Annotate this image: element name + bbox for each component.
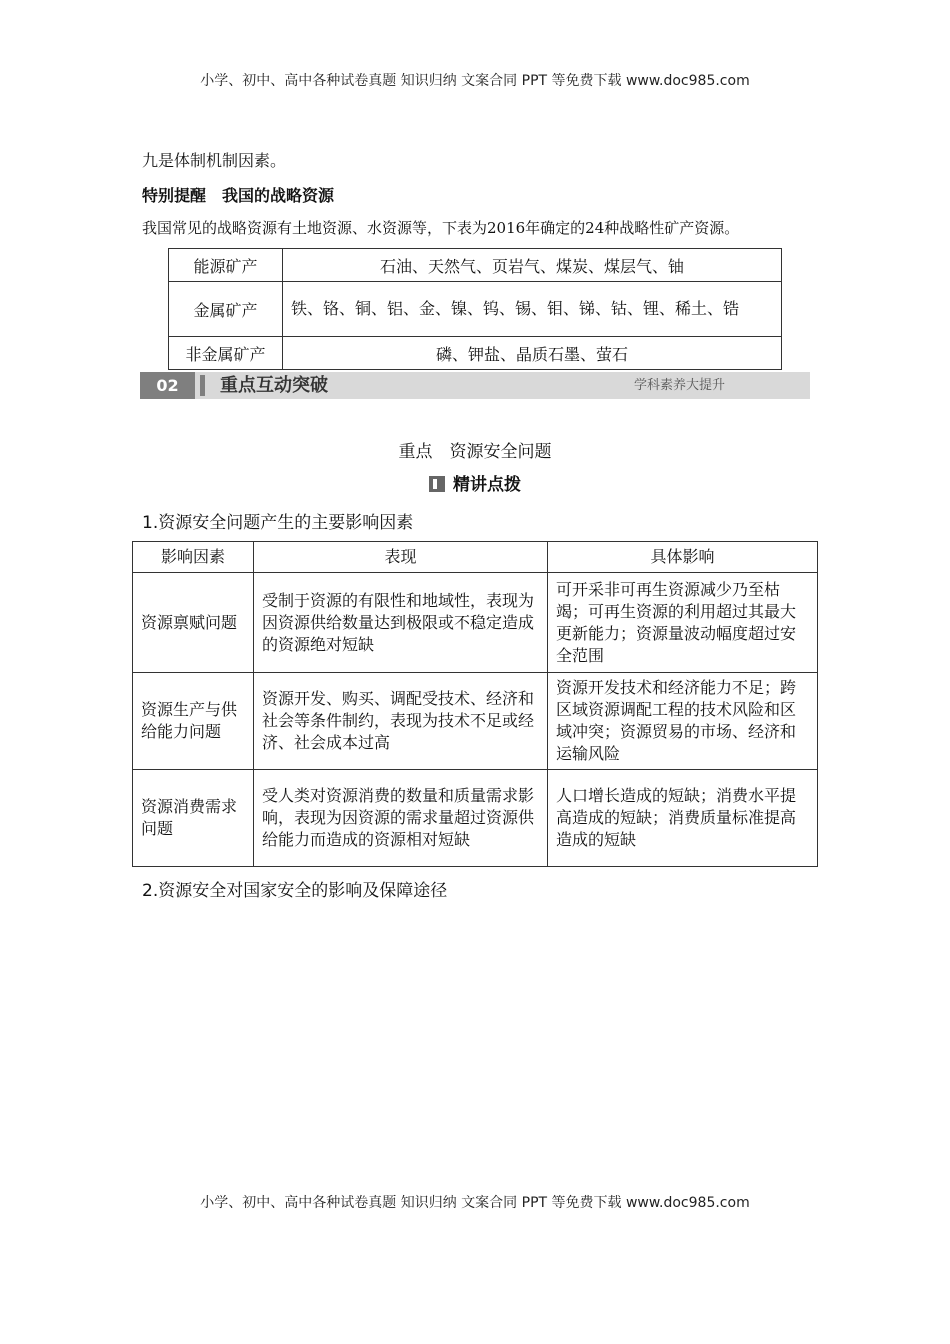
mineral-items: 磷、钾盐、晶质石墨、萤石: [283, 337, 782, 370]
tip-text: 我国常见的战略资源有土地资源、水资源等，下表为2016年确定的24种战略性矿产资源。: [142, 219, 740, 237]
performance-cell: 受人类对资源消费的数量和质量需求影响，表现为因资源的需求量超过资源供给能力而造成的资源相对短缺: [254, 770, 548, 867]
page-footer: 小学、初中、高中各种试卷真题 知识归纳 文案合同 PPT 等免费下载 www.doc985.com: [200, 1195, 750, 1211]
section-title: 重点 资源安全问题: [398, 442, 552, 462]
factor-cell: 资源消费需求问题: [133, 770, 254, 867]
table-header-row: [133, 542, 818, 573]
heading-2: 2.资源安全对国家安全的影响及保障途径: [142, 881, 448, 901]
table-row: [169, 282, 782, 337]
impact-cell: 资源开发技术和经济能力不足；跨区域资源调配工程的技术风险和区域冲突；资源贸易的市场、经济和运输风险: [548, 673, 818, 770]
table-header-cell: 影响因素: [133, 542, 254, 573]
factor-cell: 资源生产与供给能力问题: [133, 673, 254, 770]
table-row: [133, 673, 818, 770]
intro-line: 九是体制机制因素。: [142, 151, 287, 170]
heading-1: 1.资源安全问题产生的主要影响因素: [142, 513, 414, 533]
banner-number: 02: [140, 372, 195, 399]
banner-title: 重点互动突破: [220, 375, 328, 396]
table-row: [169, 337, 782, 370]
impact-cell: 可开采非可再生资源减少乃至枯竭；可再生资源的利用超过其最大更新能力；资源量波动幅度超过安全范围: [548, 573, 818, 673]
banner-divider: [200, 375, 205, 396]
mineral-category: 能源矿产: [169, 249, 283, 282]
table-header-cell: 具体影响: [548, 542, 818, 573]
table-row: [133, 573, 818, 673]
bookmark-icon: [429, 476, 445, 492]
page-header: 小学、初中、高中各种试卷真题 知识归纳 文案合同 PPT 等免费下载 www.doc985.com: [200, 73, 750, 89]
subsection-heading: [0, 470, 950, 495]
tip-heading: 特别提醒 我国的战略资源: [142, 186, 335, 205]
banner-subtitle: 学科素养大提升: [633, 378, 725, 393]
section-banner: [140, 372, 810, 399]
table-row: [133, 770, 818, 867]
performance-cell: 受制于资源的有限性和地域性，表现为因资源供给数量达到极限或不稳定造成的资源绝对短缺: [254, 573, 548, 673]
mineral-category: 金属矿产: [169, 282, 283, 337]
table-row: [169, 249, 782, 282]
factors-table: [132, 541, 818, 867]
mineral-items: 石油、天然气、页岩气、煤炭、煤层气、铀: [283, 249, 782, 282]
mineral-category: 非金属矿产: [169, 337, 283, 370]
performance-cell: 资源开发、购买、调配受技术、经济和社会等条件制约，表现为技术不足或经济、社会成本过高: [254, 673, 548, 770]
subsection-title: 精讲点拨: [453, 475, 521, 495]
mineral-items: 铁、铬、铜、铝、金、镍、钨、锡、钼、锑、钴、锂、稀土、锆: [283, 282, 782, 337]
factor-cell: 资源禀赋问题: [133, 573, 254, 673]
impact-cell: 人口增长造成的短缺；消费水平提高造成的短缺；消费质量标准提高造成的短缺: [548, 770, 818, 867]
minerals-table: [168, 248, 782, 370]
table-header-cell: 表现: [254, 542, 548, 573]
